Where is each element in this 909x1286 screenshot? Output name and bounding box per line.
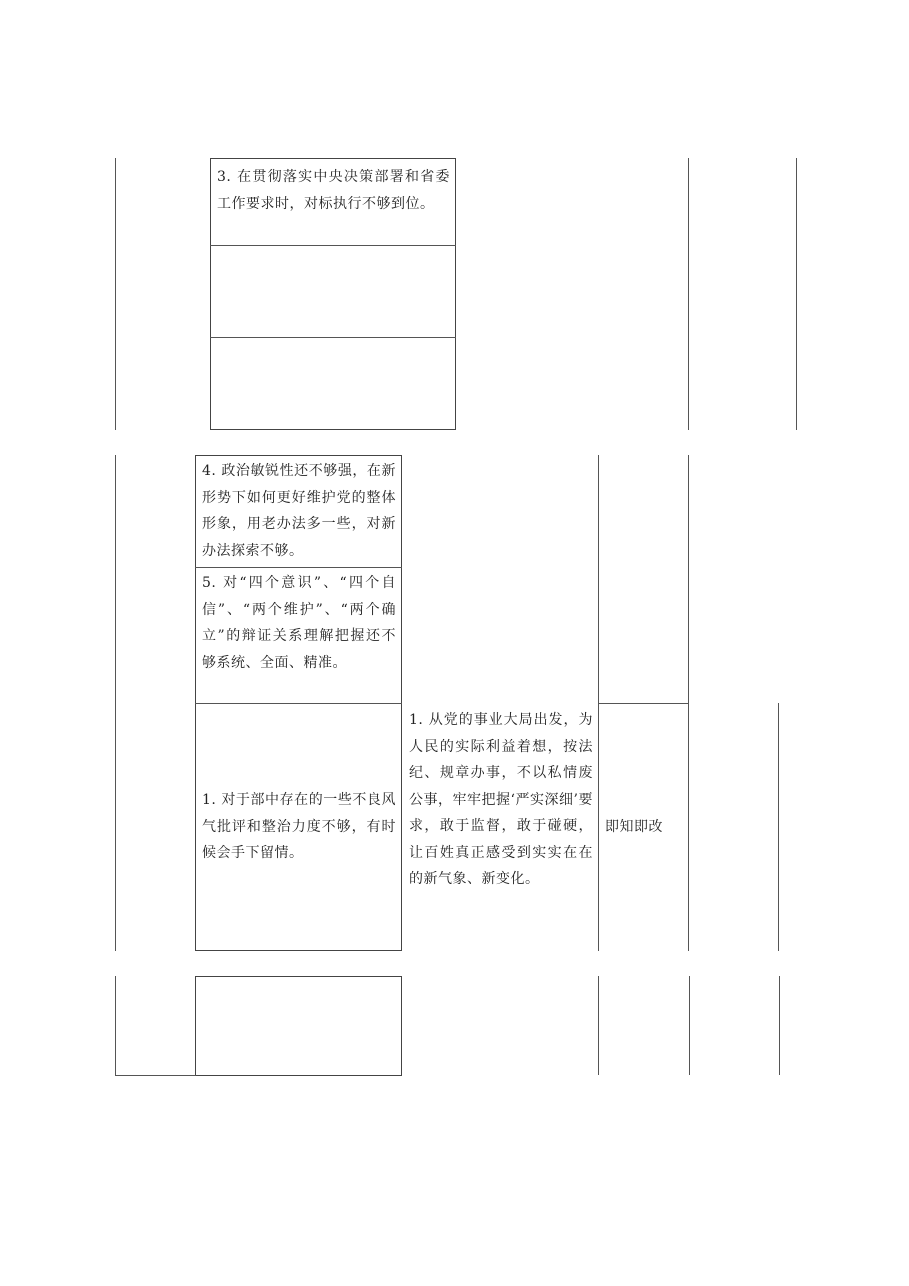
table-line xyxy=(796,158,797,430)
table-line xyxy=(115,158,116,430)
issue-item-1-text: 1. 对于部中存在的一些不良风气批评和整治力度不够，有时候会手下留情。 xyxy=(202,792,396,862)
table-line xyxy=(195,567,402,568)
issue-item-4: 4. 政治敏锐性还不够强，在新形势下如何更好维护党的整体形象，用老办法多一些，对新办法探索不够。 xyxy=(202,463,396,559)
table-line xyxy=(598,976,599,1075)
table-line xyxy=(778,703,779,951)
issue-item-3: 3. 在贯彻落实中央决策部署和省委工作要求时，对标执行不够到位。 xyxy=(217,169,450,212)
issue-item-1 xyxy=(202,704,396,950)
table-line xyxy=(688,158,689,430)
table-line xyxy=(115,455,116,951)
table-line xyxy=(689,976,690,1075)
table-line xyxy=(779,976,780,1075)
measure-item-1: 1. 从党的事业大局出发，为人民的实际利益着想，按法纪、规章办事，不以私情废公事，牢牢把握‘严实深细’要求，敢于监督，敢于碰硬，让百姓真正感受到实实在在的新气象、新变化。 xyxy=(409,712,593,887)
table-line xyxy=(210,337,456,338)
issue-column-box xyxy=(195,976,402,1076)
deadline-text: 即知即改 xyxy=(605,818,663,835)
table-line xyxy=(115,976,116,1075)
table-line xyxy=(115,1075,196,1076)
deadline-cell xyxy=(605,704,685,950)
table-line xyxy=(210,245,456,246)
issue-item-5: 5. 对“四个意识”、“四个自信”、“两个维护”、“两个确立”的辩证关系理解把握还不够系统、全面、精准。 xyxy=(202,575,396,671)
